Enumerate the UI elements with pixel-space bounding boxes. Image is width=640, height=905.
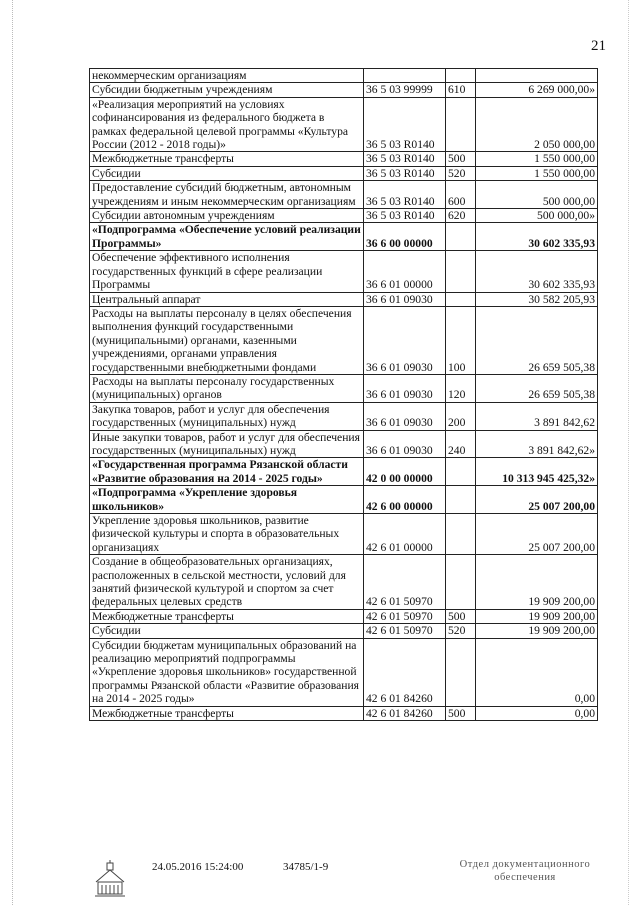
table-row: [90, 166, 598, 180]
table-row: [90, 374, 598, 402]
row-vr: [446, 223, 476, 251]
table-row: [90, 152, 598, 166]
table-row: [90, 69, 598, 83]
row-vr: [446, 69, 476, 83]
row-vr: [446, 458, 476, 486]
table-row: [90, 97, 598, 152]
row-name: Иные закупки товаров, работ и услуг для обеспечения государственных (муниципальных) нужд: [90, 430, 364, 458]
row-code: 36 5 03 R0140: [364, 166, 446, 180]
row-vr: 200: [446, 402, 476, 430]
row-vr: 120: [446, 374, 476, 402]
row-sum: 30 602 335,93: [476, 223, 598, 251]
page-footer: [0, 858, 640, 898]
row-vr: 600: [446, 181, 476, 209]
row-vr: 520: [446, 166, 476, 180]
row-vr: 100: [446, 306, 476, 374]
footer-department-line2: обеспечения: [494, 872, 556, 883]
table-row: [90, 458, 598, 486]
footer-date: 24.05.2016 15:24:00: [152, 861, 244, 873]
row-vr: 500: [446, 609, 476, 623]
table-row: [90, 251, 598, 292]
row-code: 42 6 01 00000: [364, 514, 446, 555]
row-name: «Подпрограмма «Укрепление здоровья школьников»: [90, 486, 364, 514]
row-code: 42 0 00 00000: [364, 458, 446, 486]
table-row: [90, 514, 598, 555]
row-code: 36 6 01 09030: [364, 306, 446, 374]
row-sum: 1 550 000,00: [476, 152, 598, 166]
row-name: Закупка товаров, работ и услуг для обеспечения государственных (муниципальных) нужд: [90, 402, 364, 430]
row-vr: 500: [446, 706, 476, 720]
row-name: Расходы на выплаты персоналу государственных (муниципальных) органов: [90, 374, 364, 402]
row-sum: 26 659 505,38: [476, 306, 598, 374]
row-sum: 0,00: [476, 706, 598, 720]
left-margin-line: [12, 0, 13, 905]
row-code: 36 6 01 09030: [364, 292, 446, 306]
row-code: 36 5 03 R0140: [364, 152, 446, 166]
row-sum: 0,00: [476, 638, 598, 706]
row-sum: 6 269 000,00»: [476, 83, 598, 97]
row-name: Обеспечение эффективного исполнения государственных функций в сфере реализации Программы: [90, 251, 364, 292]
row-vr: [446, 486, 476, 514]
row-code: 42 6 01 50970: [364, 609, 446, 623]
row-vr: [446, 97, 476, 152]
row-sum: 25 007 200,00: [476, 514, 598, 555]
row-sum: 26 659 505,38: [476, 374, 598, 402]
row-sum: 500 000,00: [476, 181, 598, 209]
row-name: Центральный аппарат: [90, 292, 364, 306]
table-row: [90, 306, 598, 374]
row-sum: 3 891 842,62: [476, 402, 598, 430]
footer-department: [455, 858, 595, 884]
row-vr: [446, 638, 476, 706]
row-name: некоммерческим организациям: [90, 69, 364, 83]
table-row: [90, 555, 598, 610]
row-code: 36 5 03 99999: [364, 83, 446, 97]
row-name: Субсидии: [90, 166, 364, 180]
table-row: [90, 486, 598, 514]
row-vr: [446, 251, 476, 292]
row-name: Субсидии: [90, 624, 364, 638]
row-name: Субсидии бюджетным учреждениям: [90, 83, 364, 97]
row-code: 42 6 01 50970: [364, 555, 446, 610]
row-code: 42 6 01 84260: [364, 638, 446, 706]
table-row: [90, 223, 598, 251]
table-row: [90, 609, 598, 623]
row-vr: 620: [446, 209, 476, 223]
table-row: [90, 83, 598, 97]
row-vr: 240: [446, 430, 476, 458]
table-row: [90, 402, 598, 430]
right-margin-line: [628, 0, 629, 905]
row-vr: 610: [446, 83, 476, 97]
row-vr: [446, 555, 476, 610]
budget-table: [89, 68, 598, 721]
footer-department-line1: Отдел документационного: [459, 859, 591, 870]
row-name: Расходы на выплаты персоналу в целях обеспечения выполнения функций государственными (муниципальными) органами, казенными учреждениями, органами управления государственными внебюджетными фондами: [90, 306, 364, 374]
row-name: Создание в общеобразовательных организациях, расположенных в сельской местности, условий для занятий физической культурой и спортом за счет федеральных целевых средств: [90, 555, 364, 610]
row-sum: 10 313 945 425,32»: [476, 458, 598, 486]
row-name: Межбюджетные трансферты: [90, 609, 364, 623]
table-row: [90, 638, 598, 706]
row-code: 36 6 01 09030: [364, 402, 446, 430]
row-code: [364, 69, 446, 83]
row-sum: 30 582 205,93: [476, 292, 598, 306]
footer-doc-number: 34785/1-9: [283, 861, 329, 873]
row-sum: 19 909 200,00: [476, 624, 598, 638]
table-row: [90, 430, 598, 458]
row-name: «Государственная программа Рязанской области «Развитие образования на 2014 - 2025 годы»: [90, 458, 364, 486]
row-code: 42 6 01 50970: [364, 624, 446, 638]
row-code: 42 6 01 84260: [364, 706, 446, 720]
row-code: 42 6 00 00000: [364, 486, 446, 514]
row-vr: 500: [446, 152, 476, 166]
row-name: Субсидии бюджетам муниципальных образований на реализацию мероприятий подпрограммы «Укрепление здоровья школьников» государственной программы Рязанской области «Развитие образования на 2014 - 2025 годы»: [90, 638, 364, 706]
row-code: 36 6 01 09030: [364, 430, 446, 458]
row-sum: 3 891 842,62»: [476, 430, 598, 458]
row-code: 36 5 03 R0140: [364, 181, 446, 209]
row-name: Субсидии автономным учреждениям: [90, 209, 364, 223]
table-row: [90, 181, 598, 209]
row-name: Межбюджетные трансферты: [90, 152, 364, 166]
row-name: Предоставление субсидий бюджетным, автономным учреждениям и иным некоммерческим организациям: [90, 181, 364, 209]
budget-table-body: [90, 69, 598, 721]
row-sum: 500 000,00»: [476, 209, 598, 223]
row-sum: 2 050 000,00: [476, 97, 598, 152]
row-sum: [476, 69, 598, 83]
row-vr: [446, 514, 476, 555]
table-row: [90, 706, 598, 720]
row-sum: 25 007 200,00: [476, 486, 598, 514]
row-sum: 30 602 335,93: [476, 251, 598, 292]
row-name: Укрепление здоровья школьников, развитие физической культуры и спорта в образовательных организациях: [90, 514, 364, 555]
table-row: [90, 624, 598, 638]
page-number: 21: [591, 38, 606, 54]
row-vr: [446, 292, 476, 306]
rzn-duma-emblem-icon: [92, 858, 128, 898]
row-name: «Подпрограмма «Обеспечение условий реализации Программы»: [90, 223, 364, 251]
row-code: 36 6 00 00000: [364, 223, 446, 251]
row-name: Межбюджетные трансферты: [90, 706, 364, 720]
table-row: [90, 292, 598, 306]
row-name: «Реализация мероприятий на условиях софинансирования из федерального бюджета в рамках федеральной целевой программы «Культура России (2012 - 2018 годы)»: [90, 97, 364, 152]
row-code: 36 5 03 R0140: [364, 209, 446, 223]
row-vr: 520: [446, 624, 476, 638]
row-sum: 19 909 200,00: [476, 609, 598, 623]
row-sum: 19 909 200,00: [476, 555, 598, 610]
row-code: 36 6 01 00000: [364, 251, 446, 292]
row-code: 36 5 03 R0140: [364, 97, 446, 152]
table-row: [90, 209, 598, 223]
row-code: 36 6 01 09030: [364, 374, 446, 402]
row-sum: 1 550 000,00: [476, 166, 598, 180]
